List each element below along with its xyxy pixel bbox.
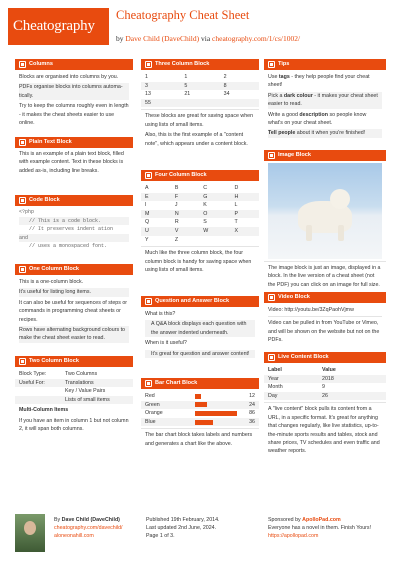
bar-label: Green <box>145 401 160 408</box>
table-row <box>141 90 259 99</box>
tip-item <box>268 92 382 109</box>
bar-label: Blue <box>145 419 156 426</box>
page-number: Page 1 of 3. <box>146 533 175 539</box>
qa-question: What is this? <box>145 311 176 317</box>
table-cell: Lists of small items <box>61 396 133 405</box>
table-row <box>141 99 259 108</box>
plain-text-block <box>15 137 133 179</box>
table-cell: Key / Value Pairs <box>65 388 106 395</box>
content-note: The image block is just an image, displayed in a block. In the live version of a cheat sheet (not the PDF) you can click on an image for full size. <box>268 265 381 288</box>
page-title: Cheatography Cheat Sheet <box>116 8 250 22</box>
list-item: It's useful for listing long items. <box>19 288 129 296</box>
table-cell: Y <box>145 236 149 243</box>
sub-heading: Multi-Column Items <box>19 407 69 414</box>
bar-value: 24 <box>249 401 255 408</box>
video-label: Video: <box>268 307 283 313</box>
block-title: One Column Block <box>29 266 80 272</box>
table-cell <box>220 99 259 108</box>
sponsor-text: Everyone has a novel in them. Finish Yours! <box>268 525 372 531</box>
tip-pre: Use <box>268 74 279 80</box>
table-cell: Month <box>268 384 283 391</box>
table-row <box>141 236 259 245</box>
block-icon <box>145 298 152 305</box>
bar-label: Orange <box>145 410 163 417</box>
one-column-block <box>15 264 133 347</box>
table-cell: 8 <box>220 82 259 91</box>
list-item: Rows have alternating background colours to make the cheat sheet easier to read. <box>19 326 129 343</box>
qa-question: When is it useful? <box>145 340 187 347</box>
sponsor-label: Sponsored by <box>268 517 301 523</box>
four-column-block <box>141 170 259 278</box>
logo-text: Cheatography <box>13 18 95 34</box>
block-icon <box>19 197 26 204</box>
table-cell: E <box>141 193 171 202</box>
table-cell: U <box>141 227 171 236</box>
block-title: Question and Answer Block <box>155 298 230 304</box>
live-content-table <box>264 366 386 400</box>
table-cell <box>231 236 259 245</box>
block-title: Bar Chart Block <box>155 380 198 386</box>
content-note: Video can be pulled in from YouTube or Vimeo, and will be shown on the website but not on the PDFs. <box>268 316 382 344</box>
qa-answer: A Q&A block displays each question with the answer indented underneath. <box>145 320 255 337</box>
table-cell: C <box>203 185 208 191</box>
bar-row <box>141 418 259 427</box>
table-header-row <box>264 366 386 375</box>
table-row <box>141 210 259 219</box>
table-cell: Q <box>145 219 150 226</box>
table-cell: B <box>174 185 179 191</box>
block-title: Plain Text Block <box>29 139 72 145</box>
sponsor-info <box>268 516 388 540</box>
video-block <box>264 292 386 349</box>
table-cell: Year <box>264 375 318 384</box>
table-cell: 3 <box>141 82 180 91</box>
table-cell: Translations <box>61 379 133 388</box>
published-date: Published 19th February, 2014. <box>146 517 220 523</box>
code-line: // This is a code block. <box>19 217 129 226</box>
table-row <box>264 392 386 401</box>
sponsor-link[interactable]: ApolloPad.com <box>302 517 341 523</box>
tip-post: about it when you're finished! <box>295 130 366 137</box>
table-row <box>264 383 386 392</box>
block-icon <box>19 139 26 146</box>
via-label: via <box>200 34 211 43</box>
block-header[interactable] <box>264 59 386 70</box>
table-cell: M <box>141 210 171 219</box>
page-header <box>0 0 400 53</box>
tip-post: so people know what's on your cheat sheet. <box>268 111 367 127</box>
tip-item <box>268 73 382 90</box>
content-note: Much like the three column block, the four column block is handy for saving space when using lists of small items. <box>145 250 252 273</box>
table-cell: 26 <box>318 392 386 401</box>
profile-link[interactable]: cheatography.com/davechild/ <box>54 525 123 531</box>
tip-post: - it makes your cheat sheet easier to read. <box>268 92 378 108</box>
tip-item <box>268 111 382 128</box>
block-title: Code Block <box>29 197 60 203</box>
block-header[interactable] <box>141 59 259 70</box>
block-title: Two Column Block <box>29 358 79 364</box>
table-cell: 2018 <box>318 375 386 384</box>
updated-date: Last updated 2nd June, 2024. <box>146 525 217 531</box>
table-cell: 2 <box>223 74 227 80</box>
tip-bold: Tell people <box>268 130 296 137</box>
bar <box>195 402 207 407</box>
author-avatar[interactable] <box>15 514 45 552</box>
block-header[interactable] <box>15 195 133 206</box>
table-cell: 5 <box>180 82 219 91</box>
block-icon <box>268 61 275 68</box>
byline <box>116 34 300 43</box>
table-cell: F <box>171 193 199 202</box>
code-block <box>15 195 133 253</box>
table-cell: 55 <box>141 99 180 108</box>
block-icon <box>145 172 152 179</box>
page-footer <box>15 512 386 560</box>
live-content-block <box>264 352 386 460</box>
bar-track <box>195 411 237 416</box>
plain-text: This is an example of a plain text block, filled with example content. Text in these blocks is added as-is, including line breaks. <box>19 151 124 174</box>
tip-bold: tags <box>278 74 290 80</box>
block-icon <box>19 61 26 68</box>
block-icon <box>19 358 26 365</box>
qa-block <box>141 296 259 362</box>
text-line: Blocks are organised into columns by you. <box>19 74 119 80</box>
table-cell <box>15 396 61 405</box>
table-cell <box>199 236 230 245</box>
block-title: Four Column Block <box>155 172 207 178</box>
block-icon <box>145 380 152 387</box>
three-column-block <box>141 59 259 152</box>
column-header: Label <box>264 366 318 375</box>
table-cell: 9 <box>322 384 325 391</box>
sub-text: If you have an item in column 1 but not column 2, it will span both columns. <box>19 417 129 433</box>
table-cell: H <box>231 193 259 202</box>
sponsor-url[interactable]: https://apollopad.com <box>268 533 319 539</box>
bar-value: 36 <box>249 419 255 426</box>
table-cell: K <box>203 202 207 209</box>
table-row <box>15 387 133 396</box>
sheet-url-link[interactable]: cheatography.com/1/cs/1002/ <box>212 34 301 43</box>
block-header[interactable] <box>141 378 259 389</box>
tip-pre: Pick a <box>268 92 284 99</box>
four-column-table <box>141 184 259 244</box>
block-header[interactable] <box>15 264 133 275</box>
table-cell: J <box>174 202 178 209</box>
bar-chart <box>141 392 259 426</box>
table-cell: A <box>145 185 149 191</box>
table-row <box>15 396 133 405</box>
table-cell <box>180 99 219 108</box>
tip-item <box>268 129 382 137</box>
tip-pre: Write a good <box>268 111 300 118</box>
table-cell: Two Columns <box>65 371 98 377</box>
qa-answer: It's great for question and answer content! <box>145 350 255 358</box>
bar-row <box>141 392 259 401</box>
block-title: Video Block <box>278 294 310 300</box>
table-cell: V <box>171 227 199 236</box>
puppy-leg <box>338 225 344 241</box>
block-title: Live Content Block <box>278 354 329 360</box>
cheatography-logo[interactable] <box>8 8 109 45</box>
table-cell: Useful For: <box>15 379 61 388</box>
footer-author[interactable]: Dave Child (DaveChild) <box>61 517 120 523</box>
tip-bold: dark colour <box>283 92 313 99</box>
table-cell: 1 <box>184 74 188 80</box>
code-line: and <box>19 234 129 243</box>
puppy-head <box>330 189 350 209</box>
tips-block <box>264 59 386 142</box>
puppy-in-snow-image[interactable] <box>268 163 382 259</box>
block-title: Image Block <box>278 152 311 158</box>
table-row <box>141 218 259 227</box>
table-cell: I <box>145 202 147 209</box>
block-header[interactable] <box>141 296 259 307</box>
by-label: by <box>116 34 124 43</box>
list-item: It can also be useful for sequences of steps or commands in programming cheat sheets or recipes. <box>19 299 128 323</box>
three-column-table <box>141 73 259 107</box>
table-cell: 21 <box>184 91 191 98</box>
table-row <box>141 184 259 193</box>
column-header: Value <box>318 366 386 375</box>
two-column-block <box>15 356 133 438</box>
bar <box>195 420 213 425</box>
table-cell: 1 <box>145 74 148 80</box>
bar-value: 12 <box>249 393 255 400</box>
block-icon <box>268 354 275 361</box>
code-line: <?php <box>19 209 35 215</box>
author-link[interactable]: Dave Child (DaveChild) <box>125 34 200 43</box>
tip-post: - they help people find your cheat sheet! <box>268 74 370 89</box>
block-icon <box>268 152 275 159</box>
table-row <box>141 201 259 210</box>
table-row <box>15 379 133 388</box>
block-header[interactable] <box>15 59 133 70</box>
author-info <box>54 516 123 540</box>
text-line: Try to keep the columns roughly even in length - it makes the cheat sheets easier to use online. <box>19 103 129 127</box>
table-row <box>15 370 133 379</box>
table-cell: S <box>203 219 207 226</box>
table-cell: R <box>174 219 179 226</box>
table-cell: P <box>231 210 259 219</box>
content-note: These blocks are great for saving space when using lists of small items. <box>145 113 254 128</box>
content-note: A "live content" block pulls its content from a URL, in a specific format. It's great for anything that changes regularly, like live statistics, up-to-the-minute sports results and tables, stock and share prices, TV schedules and even traffic and weather reports. <box>268 406 380 455</box>
bar-value: 86 <box>249 410 255 417</box>
video-url-line <box>268 306 382 314</box>
table-cell: 13 <box>145 91 151 98</box>
content-note: Also, this is the first example of a "content note", which appears under a content block. <box>145 132 248 147</box>
bar-track <box>195 402 237 407</box>
table-row <box>141 227 259 236</box>
table-cell: D <box>234 185 239 191</box>
table-cell: T <box>234 219 238 226</box>
table-cell: Day <box>264 392 318 401</box>
table-cell: N <box>171 210 199 219</box>
site-link[interactable]: aloneonahill.com <box>54 533 94 539</box>
table-cell: G <box>199 193 230 202</box>
table-cell: O <box>199 210 230 219</box>
block-title: Three Column Block <box>155 61 210 67</box>
block-header[interactable] <box>15 137 133 148</box>
bar <box>195 411 237 416</box>
table-row <box>141 73 259 82</box>
table-cell: Z <box>174 236 179 243</box>
image-block <box>264 150 386 293</box>
table-cell: X <box>231 227 259 236</box>
table-cell: L <box>234 202 238 209</box>
code-line: // uses a monospaced font. <box>29 243 108 250</box>
bar-chart-block <box>141 378 259 452</box>
table-row <box>141 193 259 202</box>
block-icon <box>19 266 26 273</box>
bar-track <box>195 420 237 425</box>
block-icon <box>268 294 275 301</box>
two-column-table <box>15 370 133 404</box>
bar-row <box>141 409 259 418</box>
block-title: Columns <box>29 61 53 67</box>
list-item: This is a one-column block. <box>19 279 84 285</box>
bar <box>195 394 201 399</box>
video-link[interactable]: http://youtu.be/3ZqPaohVjmw <box>284 307 354 313</box>
block-icon <box>145 61 152 68</box>
block-header[interactable] <box>264 292 386 303</box>
block-header[interactable] <box>141 170 259 181</box>
block-header[interactable] <box>264 150 386 161</box>
table-row <box>264 375 386 384</box>
table-cell: Block Type: <box>19 371 47 377</box>
tip-bold: description <box>299 111 328 118</box>
bar-row <box>141 401 259 410</box>
table-cell: 34 <box>223 91 230 98</box>
block-header[interactable] <box>264 352 386 363</box>
content-note: The bar chart block takes labels and numbers and generates a chart like the above. <box>145 432 253 447</box>
block-header[interactable] <box>15 356 133 367</box>
columns-block <box>15 59 133 131</box>
code-line: // It preserves indent ation <box>29 226 114 233</box>
text-line: PDFs organise blocks into columns automa-tically. <box>19 83 129 100</box>
table-cell: W <box>199 227 230 236</box>
by-label: By <box>54 517 61 523</box>
bar-label: Red <box>145 393 155 400</box>
puppy-leg <box>306 225 312 241</box>
publish-info <box>146 516 220 540</box>
block-title: Tips <box>278 61 290 67</box>
code-content <box>15 206 133 253</box>
table-row <box>141 82 259 91</box>
table-cell <box>15 387 61 396</box>
bar-track <box>195 394 237 399</box>
